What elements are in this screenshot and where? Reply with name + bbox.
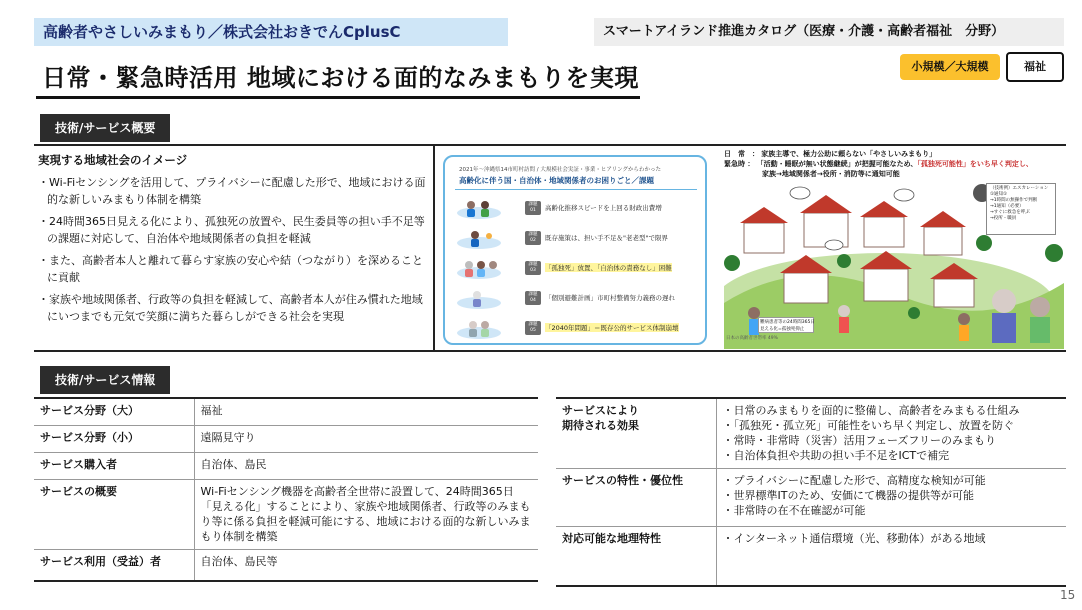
overview-panel [34, 144, 1066, 352]
row-value [716, 468, 1066, 526]
challenge-tag: 課題 03 [525, 261, 541, 275]
people-illustration-icon [455, 257, 503, 279]
scale-badge: 小規模／大規模 [900, 54, 1000, 80]
category-badge: 福祉 [1006, 52, 1064, 82]
service-info-table-right [556, 397, 1066, 587]
effect-line: ・常時・非常時（災害）活用フェーズフリーのみまもり [722, 434, 996, 447]
people-illustration-icon [455, 227, 503, 249]
challenges-subtitle: 2021年～沖縄県14市町村訪問 / 大規模社会実証・事業・ヒアリングからわかった [459, 167, 662, 173]
row-value: 遠隔見守り [194, 425, 538, 452]
daily-line: 日 常 ： 家族主導で、極力公助に頼らない「やさしいみまもり」 [724, 150, 937, 158]
feature-line: ・非常時の在不在確認が可能 [722, 503, 866, 517]
row-value: 福祉 [194, 398, 538, 425]
row-label: サービス利用（受益）者 [34, 549, 194, 581]
service-info-table-left [34, 397, 538, 582]
row-value [716, 526, 1066, 586]
people-illustration-icon [455, 317, 503, 339]
header-service-name: 高齢者やさしいみまもり／株式会社おきでんCplusC [34, 18, 508, 46]
people-illustration-icon [455, 197, 503, 219]
table-row [34, 479, 538, 549]
row-value [716, 398, 1066, 468]
overview-item: ・Wi-Fiセンシングを活用して、プライバシーに配慮した形で、地域における面的な新しいみまもり体制を構築 [38, 176, 426, 206]
table-row [34, 452, 538, 479]
effect-line: ・「孤独死・孤立死」可能性をいち早く判定し、放置を防ぐ [722, 419, 1014, 432]
table-row [556, 526, 1066, 586]
people-illustration-icon [455, 287, 503, 309]
challenges-figure [443, 155, 707, 345]
escalation-box: （技術例）エスカレーション ①通知① →1時間の無操作で判断 →1通知（必要） →すぐに救急を呼ぶ →役所・職員 [986, 183, 1056, 235]
row-label: サービス購入者 [34, 452, 194, 479]
geography-line: ・インターネット通信環境（光、移動体）がある地域 [722, 531, 986, 545]
overview-heading: 実現する地域社会のイメージ [38, 153, 188, 167]
row-label: サービス分野（小） [34, 425, 194, 452]
section-label-info: 技術/サービス情報 [40, 366, 170, 394]
challenge-row [455, 287, 703, 309]
challenge-row [455, 227, 703, 249]
overview-item: ・24時間365日見える化により、孤独死の放置や、民生委員等の担い手不足等の課題に対応して、自治体や地域関係者の負担を軽減 [38, 215, 425, 245]
challenge-text: 「2040年問題」＝既存公的サービス体制崩壊 [545, 324, 679, 332]
table-row [34, 398, 538, 425]
elderly-household-stat: 日本の高齢者世帯率 49% [726, 336, 778, 341]
header-catalog-title: スマートアイランド推進カタログ（医療・介護・高齢者福祉 分野） [594, 18, 1064, 46]
challenge-text: 既存施策は、担い手不足＆"老老型"で限界 [545, 234, 668, 242]
town-illustration [724, 149, 1064, 349]
table-row [556, 398, 1066, 468]
table-row [34, 549, 538, 581]
overview-divider [433, 146, 435, 350]
row-label: サービスの特性・優位性 [556, 468, 716, 526]
challenge-tag: 課題 05 [525, 321, 541, 335]
title-underline [36, 96, 640, 99]
challenge-tag: 課題 01 [525, 201, 541, 215]
row-value: 自治体、島民等 [194, 549, 538, 581]
table-row [556, 468, 1066, 526]
row-value: 自治体、島民 [194, 452, 538, 479]
effect-line: ・日常のみまもりを面的に整備し、高齢者をみまもる仕組み [722, 404, 1020, 417]
page-number: 15 [1060, 588, 1076, 602]
overview-text [34, 146, 432, 350]
effect-line: ・自治体負担や共助の担い手不足をICTで補完 [722, 449, 950, 462]
overview-item: ・また、高齢者本人と離れて暮らす家族の安心や結（つながり）を深めることに貢献 [38, 254, 423, 284]
challenge-text: 「個別避難計画」市町村整備努力義務の遅れ [545, 294, 675, 302]
table-row [34, 425, 538, 452]
challenges-title: 高齢化に伴う国・自治体・地域関係者のお困りごと／課題 [459, 176, 654, 185]
challenge-tag: 課題 02 [525, 231, 541, 245]
challenge-text: 「孤独死」放置、「自治体の責務なし」困難 [545, 264, 672, 272]
row-label: サービス分野（大） [34, 398, 194, 425]
overview-item: ・家族や地域関係者、行政等の負担を軽減して、高齢者本人が住み慣れた地域にいつまでも元気で笑顔に満ちた暮らしができる社会を実現 [38, 293, 423, 323]
row-label: サービスにより 期待される効果 [556, 398, 716, 468]
row-value: Wi-Fiセンシング機器を高齢者全世帯に設置して、24時間365日「見える化」することにより、家族や地域関係者、行政等のみまもり等に係る負担を軽減可能にする、地域における面的な新しいみまもり体制を構築 [194, 479, 538, 549]
challenge-row [455, 317, 703, 339]
challenge-row [455, 197, 703, 219]
visibility-note: 難病患者等の24時間365日 見える化=孤独死抑止 [758, 317, 814, 333]
row-label: 対応可能な地理特性 [556, 526, 716, 586]
challenge-row [455, 257, 703, 279]
notify-line: 家族→地域関係者→役所・消防等に通知可能 [762, 170, 900, 178]
challenges-rule [455, 189, 697, 190]
section-label-overview: 技術/サービス概要 [40, 114, 170, 142]
challenge-tag: 課題 04 [525, 291, 541, 305]
challenge-text: 高齢化推移スピードを上回る財政出費増 [545, 204, 662, 212]
feature-line: ・世界標準ITのため、安価にて機器の提供等が可能 [722, 488, 975, 502]
feature-line: ・プライバシーに配慮した形で、高精度な検知が可能 [722, 473, 986, 487]
page-title: 日常・緊急時活用 地域における面的なみまもりを実現 [42, 64, 639, 92]
emergency-line: 緊急時 ： 「活動・睡眠が無い状態継続」が把握可能なため、「孤独死可能性」をいち早く判定し、 [724, 160, 1033, 168]
row-label: サービスの概要 [34, 479, 194, 549]
